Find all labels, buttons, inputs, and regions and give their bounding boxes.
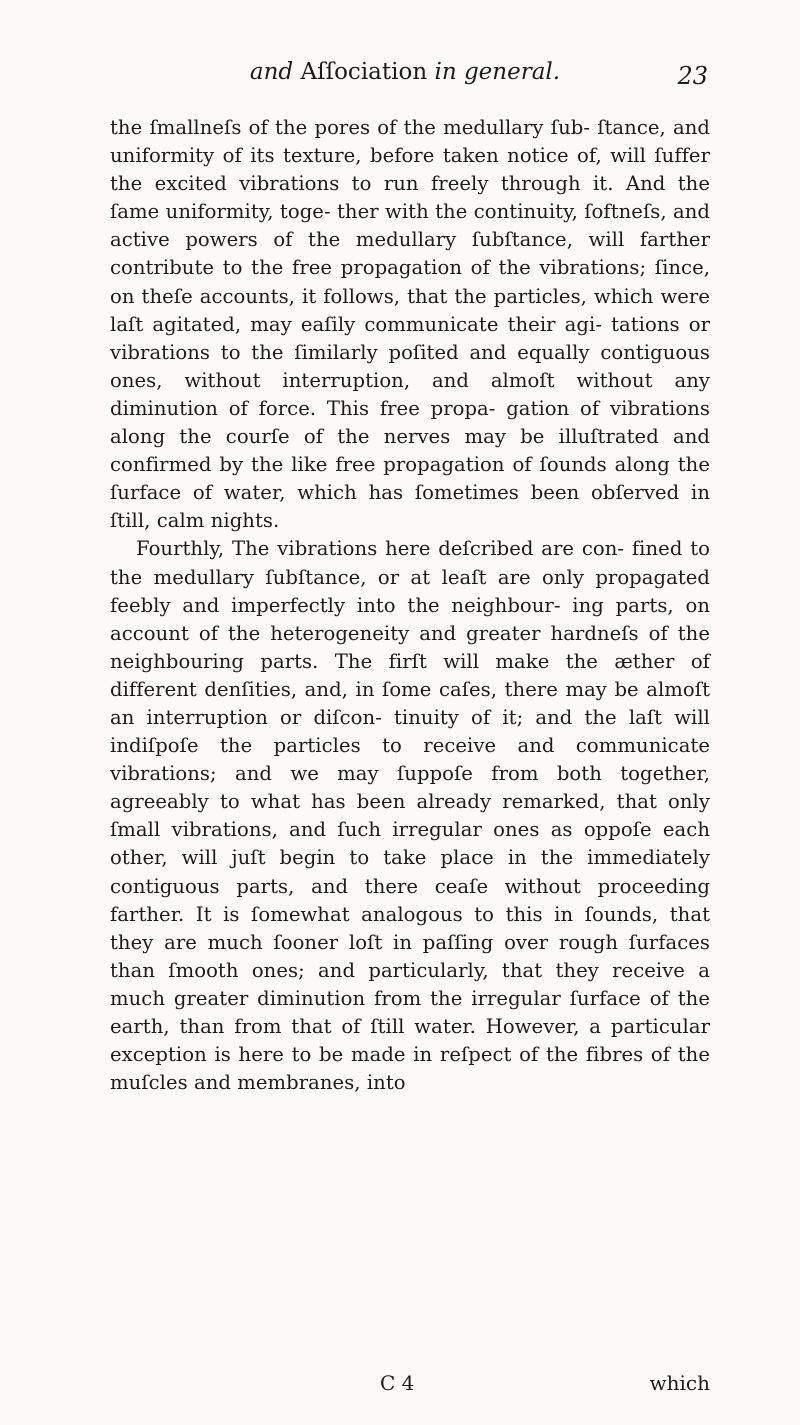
running-title xyxy=(110,52,700,92)
running-title-end: general. xyxy=(463,59,561,85)
paragraph-2: Fourthly, The vibrations here deſcribed are con- fined to the medullary ſubſtance, or at leaſt are only propagated feebly and imperfectly into the neighbour- ing parts, on account of the heterogeneity and greater hardneſs of the neighbouring parts. The firſt will make the æther of different denſities, and, in ſome caſes, there may be almoſt an interruption or diſcon- tinuity of it; and the laſt will indiſpoſe the particles to receive and communicate vibrations; and we may ſuppoſe from both together, agreeably to what has been already remarked, that only ſmall vibrations, and ſuch irregular ones as oppoſe each other, will juſt begin to take place in the immediately contiguous parts, and there ceaſe without proceeding farther. It is ſomewhat analogous to this in ſounds, that they are much ſooner loſt in paſſing over rough ſurfaces than ſmooth ones; and particularly, that they receive a much greater diminution from the irregular ſurface of the earth, than from that of ſtill water. However, a particular exception is here to be made in reſpect of the fibres of the muſcles and membranes, into xyxy=(110,537,710,1095)
body-text xyxy=(110,114,710,1097)
running-title-mid: in xyxy=(434,59,457,85)
footer-line xyxy=(110,1368,710,1398)
signature-mark: C 4 xyxy=(380,1371,415,1395)
running-title-prefix: and xyxy=(249,59,294,85)
page-number: 23 xyxy=(677,62,708,90)
running-head xyxy=(110,52,708,92)
catchword: which xyxy=(649,1371,710,1395)
running-title-main: Aſſociation xyxy=(300,59,428,85)
paragraph-1: the ſmallneſs of the pores of the medullary ſub- ſtance, and uniformity of its texture, before taken notice of, will ſuffer the excited vibrations to run freely through it. And the ſame uniformity, toge- ther with the continuity, ſoftneſs, and active powers of the medullary ſubſtance, will farther contribute to the free propagation of the vibrations; ſince, on theſe accounts, it follows, that the particles, which were laſt agitated, may eaſily communicate their agi- tations or vibrations to the ſimilarly poſited and equally contiguous ones, without interruption, and almoſt without any diminution of force. This free propa- gation of vibrations along the courſe of the nerves may be illuſtrated and confirmed by the like free propagation of ſounds along the ſurface of water, which has ſometimes been obſerved in ſtill, calm nights. xyxy=(110,116,710,533)
